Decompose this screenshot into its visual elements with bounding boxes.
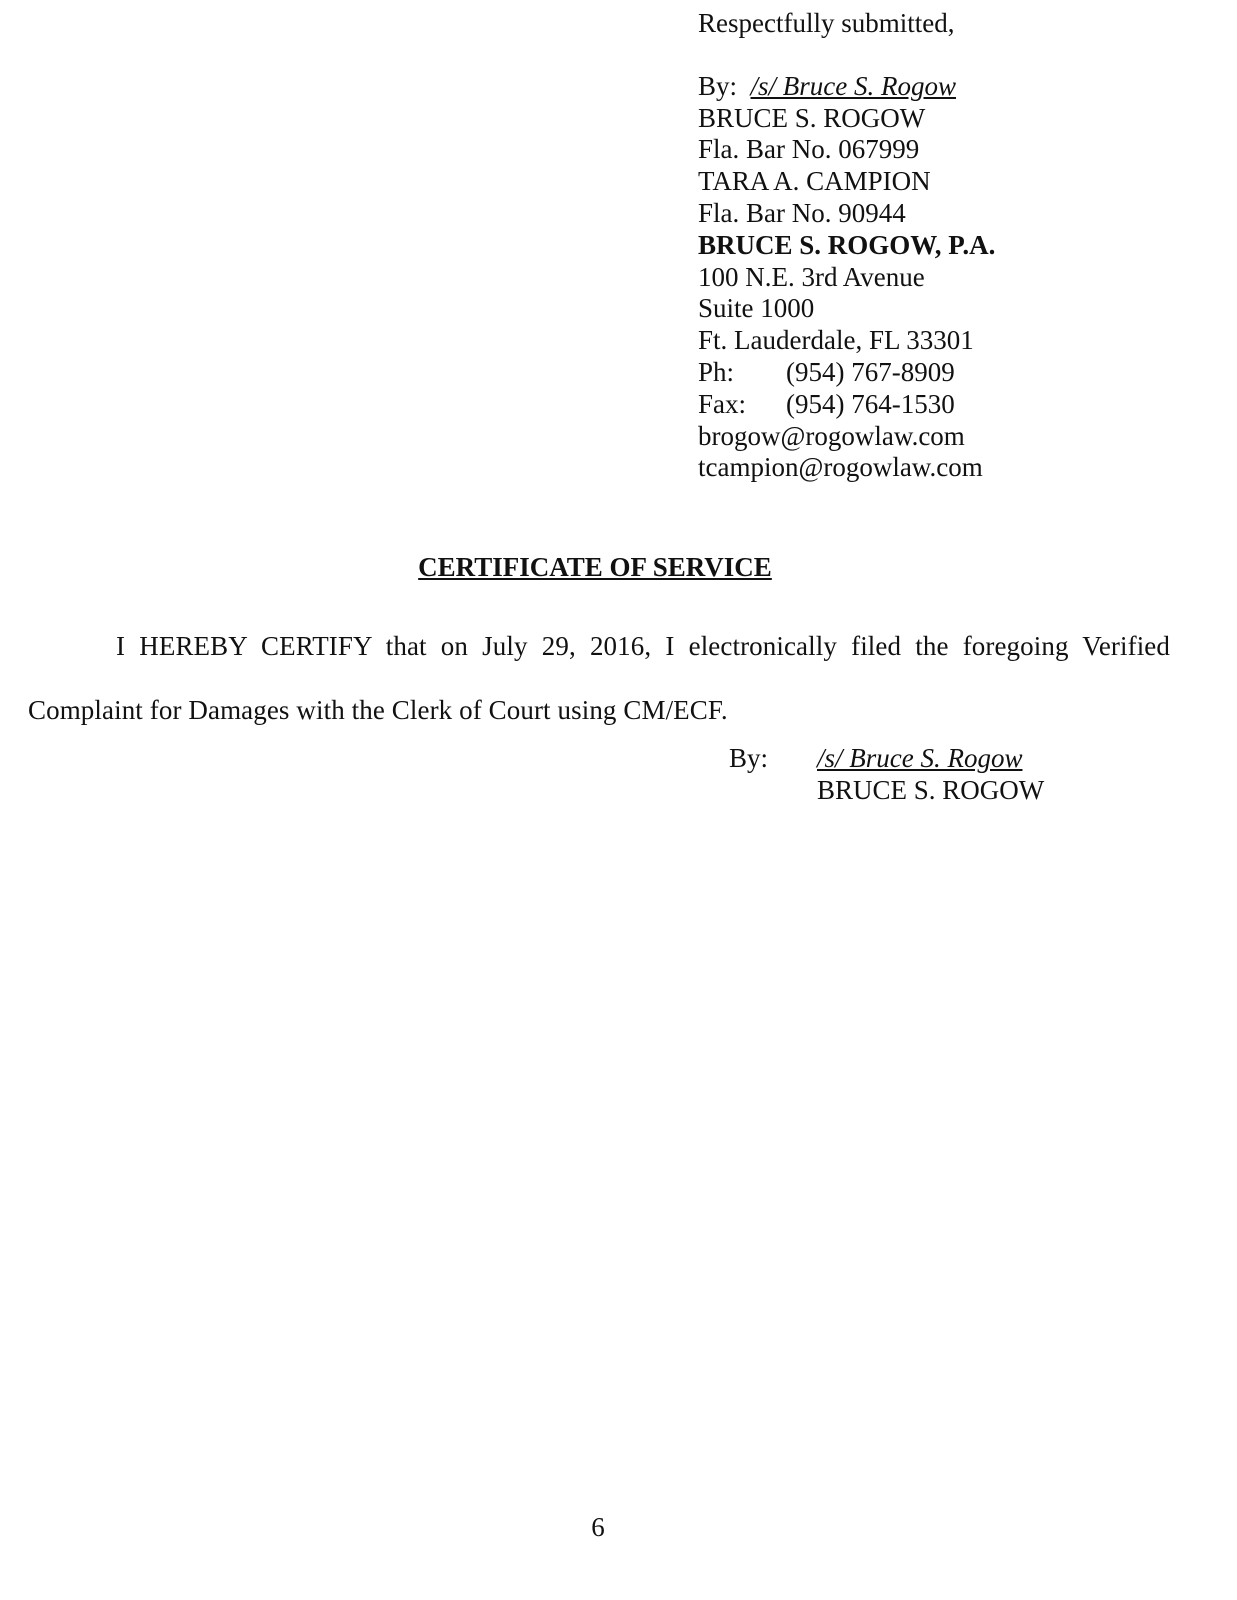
bar-number-2: Fla. Bar No. 90944 (698, 197, 906, 228)
firm-name: BRUCE S. ROGOW, P.A. (698, 229, 996, 260)
certificate-signature-lines (817, 743, 1044, 807)
certificate-signer-name: BRUCE S. ROGOW (817, 774, 1045, 805)
address-line-2: Suite 1000 (698, 293, 815, 324)
closing-text: Respectfully submitted, (698, 8, 955, 38)
phone-number: (954) 767-8909 (786, 356, 955, 387)
attorney-name-2: TARA A. CAMPION (698, 166, 931, 197)
electronic-signature: /s/ Bruce S. Rogow (750, 70, 956, 101)
address-line-1: 100 N.E. 3rd Avenue (698, 261, 925, 292)
fax-number: (954) 764-1530 (786, 388, 955, 419)
certificate-signature (729, 743, 1044, 807)
bar-number-1: Fla. Bar No. 067999 (698, 134, 920, 165)
certificate-title: CERTIFICATE OF SERVICE (418, 552, 772, 582)
fax-label: Fax: (698, 388, 747, 419)
email-1: brogow@rogowlaw.com (698, 420, 965, 451)
signature-block (698, 8, 1218, 484)
certificate-body: I HEREBY CERTIFY that on July 29, 2016, I electronically filed the foregoing Verified Complaint for Damages with the Clerk of Court using CM/ECF. (28, 631, 1170, 725)
city-line: Ft. Lauderdale, FL 33301 (698, 325, 974, 356)
attorney-name-1: BRUCE S. ROGOW (698, 102, 926, 133)
email-2: tcampion@rogowlaw.com (698, 452, 983, 483)
certificate-by-label: By: (729, 743, 769, 773)
phone-line (698, 357, 1218, 389)
page-number: 6 (591, 1512, 605, 1542)
certificate-electronic-signature: /s/ Bruce S. Rogow (817, 743, 1023, 773)
fax-line (698, 389, 1218, 421)
signature-line (698, 71, 1218, 103)
phone-label: Ph: (698, 356, 735, 387)
by-label: By: (698, 70, 738, 101)
